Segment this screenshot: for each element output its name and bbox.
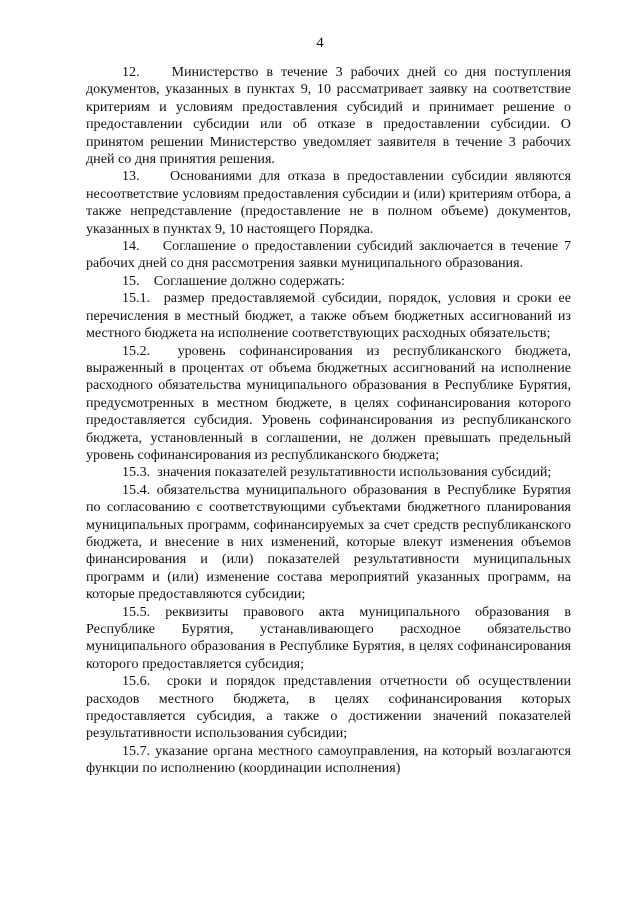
document-body [86,64,571,778]
paragraph-15-7: 15.7. указание органа местного самоуправления, на который возлагаются функции по исполнению (координации исполнения) [86,742,571,777]
paragraph-15-1: 15.1. размер предоставляемой субсидии, порядок, условия и сроки ее перечисления в местный бюджет, а также объем бюджетных ассигнований из местного бюджета на исполнение соответствующих расходных обязательств; [86,290,571,342]
paragraph-15-5: 15.5. реквизиты правового акта муниципального образования в Республике Бурятия, устанавливающего расходное обязательство муниципального образования в Республике Бурятия, в целях софинансирования которого предоставляется субсидия; [86,603,571,672]
paragraph-14: 14. Соглашение о предоставлении субсидий заключается в течение 7 рабочих дней со дня рассмотрения заявки муниципального образования. [86,238,571,272]
paragraph-13: 13. Основаниями для отказа в предоставлении субсидии являются несоответствие условиям предоставления субсидии и (или) критериям отбора, а также непредставление (предоставление не в полном объеме) документов, указанных в пунктах 9, 10 настоящего Порядка. [86,168,571,237]
paragraph-15-3: 15.3. значения показателей результативности использования субсидий; [122,464,552,481]
page-number: 4 [316,35,324,51]
paragraph-15: 15. Соглашение должно содержать: [122,272,345,289]
paragraph-15-6: 15.6. сроки и порядок представления отчетности об осуществлении расходов местного бюджета, в целях софинансирования которых предоставляется субсидия, а также о достижении значений показателей результативности использования субсидии; [86,673,571,742]
paragraph-15-2: 15.2. уровень софинансирования из республиканского бюджета, выраженный в процентах от объема бюджетных ассигнований на исполнение расходного обязательства муниципального образования в Республике Бурятия, предусмотренных в местном бюджете, в целях софинансирования которого предоставляется субсидия. Уровень софинансирования из республиканского бюджета, установленный в соглашении, не должен превышать предельный уровень софинансирования из республиканского бюджета; [86,342,571,463]
paragraph-15-4: 15.4. обязательства муниципального образования в Республике Бурятия по согласованию с соответствующими субъектами бюджетного планирования муниципальных программ, софинансируемых за счет средств республиканского бюджета, и внесение в них изменений, которые влекут изменения объемов финансирования и (или) показателей результативности муниципальных программ и (или) изменение состава мероприятий указанных программ, на которые предоставляются субсидии; [86,481,571,603]
paragraph-12: 12. Министерство в течение 3 рабочих дней со дня поступления документов, указанных в пунктах 9, 10 рассматривает заявку на соответствие критериям и условиям предоставления субсидий и принимает решение о предоставлении субсидии или об отказе в предоставлении субсидии. О принятом решении Министерство уведомляет заявителя в течение 3 рабочих дней со дня принятия решения. [86,64,571,168]
